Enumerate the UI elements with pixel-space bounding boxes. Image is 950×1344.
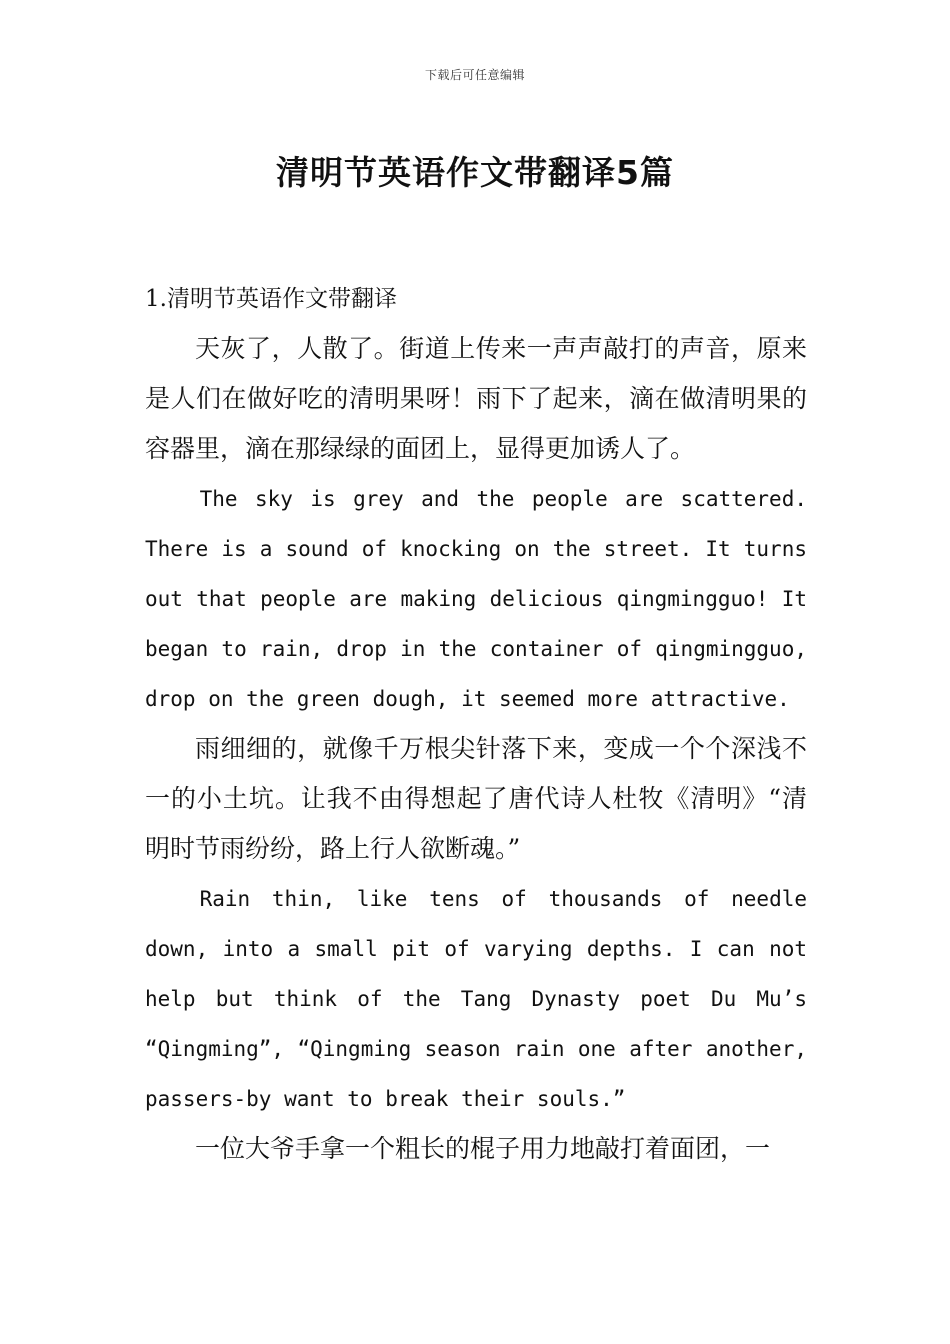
section-heading: 1.清明节英语作文带翻译 (145, 286, 397, 312)
header-note: 下载后可任意编辑 (424, 68, 525, 82)
page-title: 清明节英语作文带翻译5篇 (276, 153, 674, 193)
paragraph-en-2: Rain thin, like tens of thousands of needle down, into a small pit of varying depths. I can not help but think of the Tang Dynasty poet Du Mu’s “Qingming”, “Qingming season rain one after another, passers-by want to break their souls.” (145, 887, 807, 1111)
paragraph-zh-1: 天灰了，人散了。街道上传来一声声敲打的声音，原来是人们在做好吃的清明果呀！雨下了起来，滴在做清明果的容器里，滴在那绿绿的面团上，显得更加诱人了。 (145, 334, 807, 463)
paragraph-en-1: The sky is grey and the people are scattered. There is a sound of knocking on the street. It turns out that people are making delicious qingmingguo! It began to rain, drop in the container of qingmingguo, drop on the green dough, it seemed more attractive. (145, 487, 807, 711)
document-body (145, 274, 807, 1174)
paragraph-zh-3: 一位大爷手拿一个粗长的棍子用力地敲打着面团，一 (195, 1134, 771, 1163)
paragraph-zh-2: 雨细细的，就像千万根尖针落下来，变成一个个深浅不一的小土坑。让我不由得想起了唐代诗人杜牧《清明》“清明时节雨纷纷，路上行人欲断魂。” (145, 734, 807, 863)
